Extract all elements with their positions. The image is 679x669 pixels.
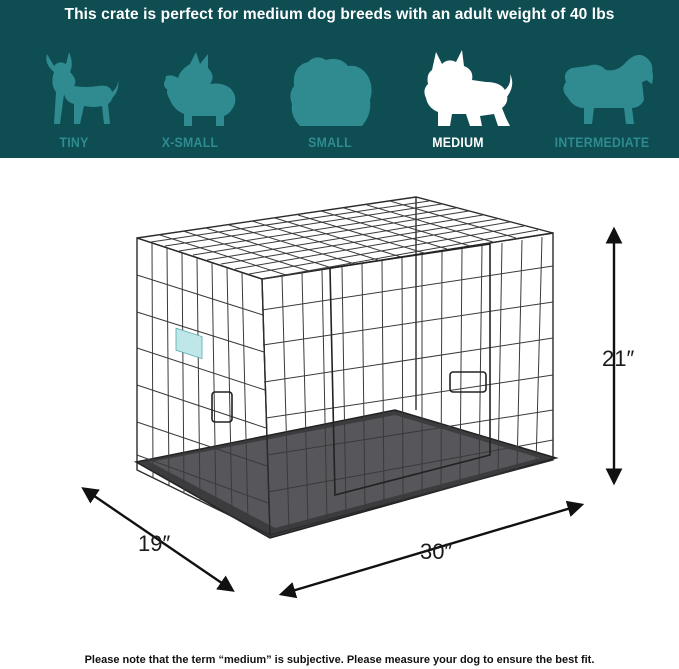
breed-label-tiny: TINY bbox=[59, 134, 89, 150]
banner-headline: This crate is perfect for medium dog breeds with an adult weight of 40 lbs bbox=[64, 6, 615, 23]
breed-intermediate bbox=[532, 42, 652, 154]
breed-label-x-small: X-SMALL bbox=[161, 134, 219, 150]
depth-label: 19″ bbox=[138, 531, 171, 556]
breed-medium bbox=[398, 42, 518, 154]
pomeranian-icon bbox=[130, 42, 250, 134]
breed-label-medium: MEDIUM bbox=[432, 134, 484, 150]
spaniel-icon bbox=[532, 42, 672, 134]
breed-label-intermediate: INTERMEDIATE bbox=[554, 134, 650, 150]
footnote: Please note that the term “medium” is subjective. Please measure your dog to ensure the best fit. bbox=[84, 654, 595, 666]
chihuahua-icon bbox=[14, 42, 134, 134]
breed-tiny bbox=[14, 42, 134, 154]
width-label: 30″ bbox=[420, 539, 453, 564]
breed-size-banner bbox=[0, 0, 679, 158]
breed-x-small bbox=[130, 42, 250, 154]
breed-label-small: SMALL bbox=[308, 134, 352, 150]
westie-icon bbox=[398, 42, 518, 134]
crate-top-grid bbox=[151, 201, 538, 279]
breed-small bbox=[270, 42, 390, 154]
height-label: 21″ bbox=[602, 346, 635, 371]
crate-illustration bbox=[0, 158, 679, 658]
shih-tzu-icon bbox=[270, 42, 390, 134]
